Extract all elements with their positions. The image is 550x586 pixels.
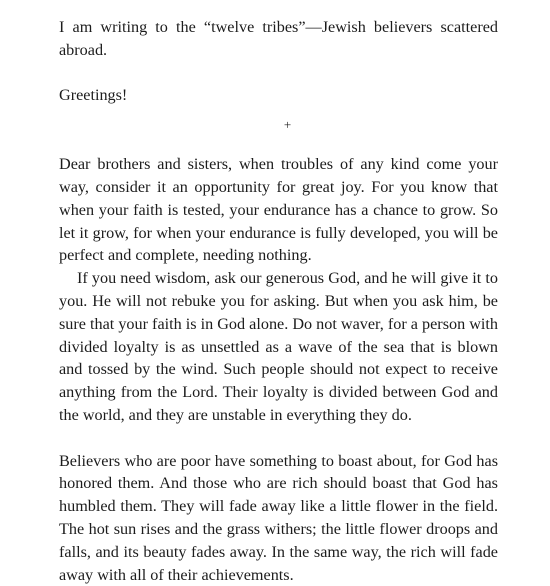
section-ornament: + (283, 117, 292, 133)
body-paragraph-2: If you need wisdom, ask our generous God, and he will give it to you. He will not rebuke you for asking. But when you ask him, be sure that your faith is in God alone. Do not waver, for a person with divided loyalty is as unsettled as a wave of the sea that is blown and tossed by the wind. Such people should not expect to receive anything from the Lord. Their loyalty is divided between God and the world, and they are unstable in everything they do. (59, 269, 499, 424)
intro-paragraph: I am writing to the “twelve tribes”—Jewish believers scattered abroad. (59, 18, 498, 59)
body-paragraph-1: Dear brothers and sisters, when troubles of any kind come your way, consider it an opportunity for great joy. For you know that when your faith is tested, your endurance has a chance to grow. So let it grow, for when your endurance is fully developed, you will be perfect and complete, needing nothing. (59, 155, 498, 265)
body-paragraph-3: Believers who are poor have something to boast about, for God has honored them. And those who are rich should boast that God has humbled them. They will fade away like a little flower in the field. The hot sun rises and the grass withers; the little flower droops and falls, and its beauty fades away. In the same way, the rich will fade away with all of their achievements. (59, 451, 498, 584)
greeting-line: Greetings! (59, 86, 128, 105)
